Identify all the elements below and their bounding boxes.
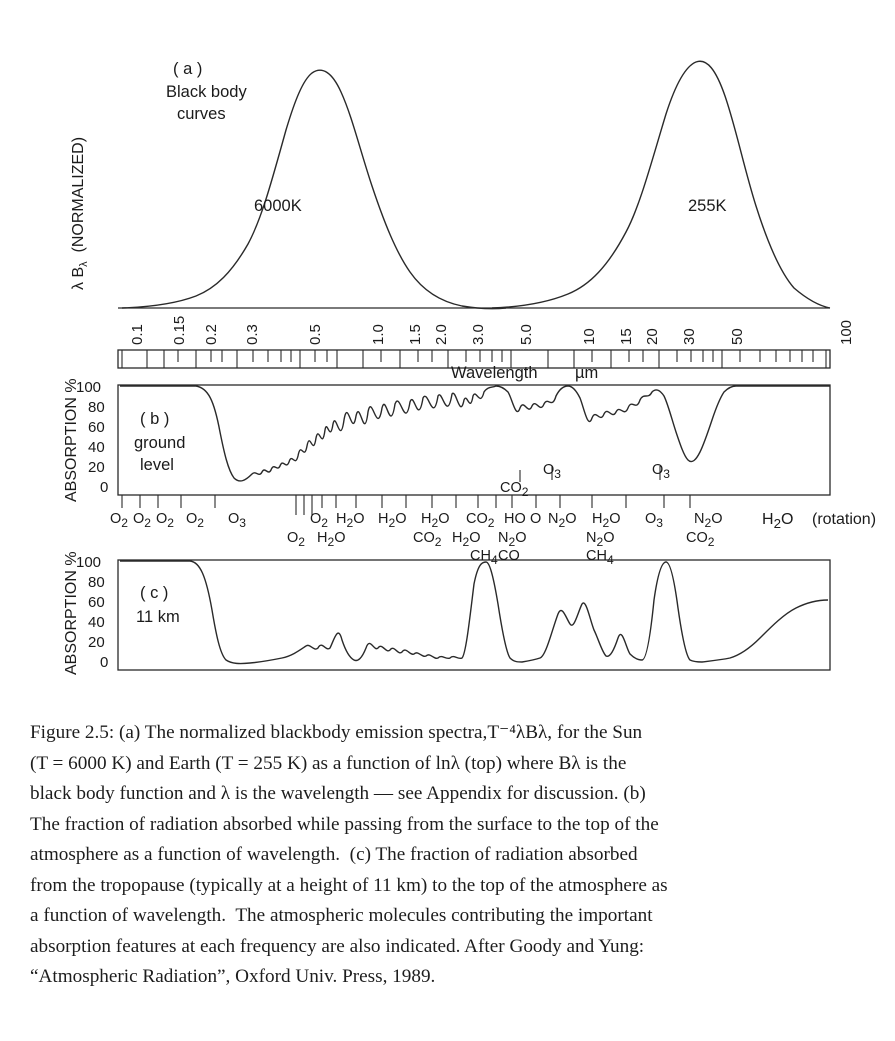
panel-b-title-2: level — [140, 456, 174, 474]
species-o3-upper-1: $O_3$ — [543, 462, 561, 481]
species-n2o-3: $N_2O$ — [498, 530, 527, 549]
species-o2-3: $O_2$ — [156, 511, 174, 530]
xtick-1.5: 1.5 — [407, 324, 424, 345]
species-o2-4: $O_2$ — [186, 511, 204, 530]
caption-line: “Atmospheric Radiation”, Oxford Univ. Press, 1989. — [30, 966, 436, 987]
panel-b-ytick-80: 80 — [88, 399, 105, 416]
xtick-0.1: 0.1 — [129, 324, 146, 345]
panel-c-ytick-60: 60 — [88, 594, 105, 611]
species-o2-1: $O_2$ — [110, 511, 128, 530]
xtick-3.0: 3.0 — [470, 324, 487, 345]
species-ho: HO — [504, 511, 526, 527]
panel-c-title-1: 11 km — [136, 608, 180, 626]
xtick-0.3: 0.3 — [244, 324, 261, 345]
caption-line: a function of wavelength. The atmospheric molecules contributing the important — [30, 905, 653, 926]
panel-b-ytick-60: 60 — [88, 419, 105, 436]
panel-a-title-1: Black body — [166, 83, 247, 101]
caption-line: (T = 6000 K) and Earth (T = 255 K) as a function of lnλ (top) where Bλ is the — [30, 752, 627, 774]
xtick-0.2: 0.2 — [203, 324, 220, 345]
panel-a-tag: ( a ) — [173, 60, 203, 78]
xtick-5.0: 5.0 — [518, 324, 535, 345]
species-co2-2: $CO_2$ — [413, 530, 442, 549]
panel-a — [118, 60, 830, 309]
species-co2-upper: $CO_2$ — [500, 480, 529, 499]
species-h2o-2: $H_2O$ — [378, 511, 407, 530]
species-ch4-1: $CH_4$ — [470, 548, 498, 567]
panel-b-ytick-0: 0 — [100, 479, 109, 496]
caption-line: absorption features at each frequency are also indicated. After Goody and Yung: — [30, 935, 645, 957]
caption-line: Figure 2.5: (a) The normalized blackbody emission spectra,T⁻⁴λBλ, for the Sun — [30, 722, 643, 743]
figure-caption — [30, 718, 868, 993]
panel-b — [76, 379, 830, 515]
xaxis-units: µm — [575, 364, 599, 382]
species-n2o-2: $N_2O$ — [694, 511, 723, 530]
panel-c-tag: ( c ) — [140, 584, 169, 602]
panel-c-ytick-100: 100 — [76, 554, 102, 571]
xtick-0.15: 0.15 — [171, 315, 188, 345]
panel-c-ylabel: ABSORPTION % — [63, 551, 80, 675]
panel-b-ytick-20: 20 — [88, 459, 105, 476]
species-co: CO — [498, 548, 520, 564]
caption-line: from the tropopause (typically at a height of 11 km) to the top of the atmosphere as — [30, 874, 668, 896]
species-o2-6: $O_2$ — [287, 530, 305, 549]
species-n2o-4: $N_2O$ — [586, 530, 615, 549]
species-o3-1: $O_3$ — [228, 511, 246, 530]
xtick-30: 30 — [681, 328, 698, 345]
species-o2-5: $O_2$ — [310, 511, 328, 530]
curve-ground-level — [120, 386, 830, 481]
xtick-10: 10 — [581, 328, 598, 345]
species-co2-1: $CO_2$ — [466, 511, 495, 530]
panel-c-ytick-0: 0 — [100, 654, 109, 671]
panel-b-ylabel: ABSORPTION % — [63, 378, 80, 502]
curve-label-6000k: 6000K — [254, 197, 302, 215]
species-n2o-1: $N_2O$ — [548, 511, 577, 530]
species-h2o-6: $H_2O$ — [317, 530, 346, 549]
xtick-20: 20 — [644, 328, 661, 345]
species-o3-2: $O_3$ — [645, 511, 663, 530]
species-h2o-1: $H_2O$ — [336, 511, 365, 530]
xaxis-title: Wavelength — [451, 364, 538, 382]
panel-a-ylabel: λ $B_\lambda$ (NORMALIZED) — [70, 136, 91, 290]
xtick-2.0: 2.0 — [433, 324, 450, 345]
caption-line: atmosphere as a function of wavelength. (c) The fraction of radiation absorbed — [30, 844, 638, 865]
caption-line: black body function and λ is the wavelength — see Appendix for discussion. (b) — [30, 783, 646, 804]
panel-c-frame — [118, 560, 830, 670]
species-o: O — [530, 511, 542, 527]
xtick-0.5: 0.5 — [307, 324, 324, 345]
species-ch4-2: $CH_4$ — [586, 548, 614, 567]
species-rotation: (rotation) — [812, 511, 877, 528]
panel-b-title-1: ground — [134, 434, 186, 452]
curve-label-255k: 255K — [688, 197, 727, 215]
panel-a-title-2: curves — [177, 105, 226, 123]
species-co2-3: $CO_2$ — [686, 530, 715, 549]
species-o3-upper-2: $O_3$ — [652, 462, 670, 481]
xtick-15: 15 — [618, 328, 635, 345]
curve-255k — [492, 61, 830, 308]
species-h2o-5: $H_2O$ — [762, 511, 794, 532]
xtick-100: 100 — [838, 319, 855, 345]
xtick-1.0: 1.0 — [370, 324, 387, 345]
panel-c-ytick-80: 80 — [88, 574, 105, 591]
curve-11km — [120, 561, 828, 664]
panel-c-ytick-40: 40 — [88, 614, 105, 631]
panel-c — [76, 554, 830, 671]
panel-b-tag: ( b ) — [140, 410, 170, 428]
species-o2-2: $O_2$ — [133, 511, 151, 530]
species-h2o-4: $H_2O$ — [592, 511, 621, 530]
panel-b-ytick-100: 100 — [76, 379, 102, 396]
panel-b-frame — [118, 385, 830, 495]
xtick-50: 50 — [729, 328, 746, 345]
species-h2o-3: $H_2O$ — [421, 511, 450, 530]
panel-c-ytick-20: 20 — [88, 634, 105, 651]
panel-b-ytick-40: 40 — [88, 439, 105, 456]
caption-line: The fraction of radiation absorbed while passing from the surface to the top of the — [30, 813, 659, 835]
species-h2o-7: $H_2O$ — [452, 530, 481, 549]
